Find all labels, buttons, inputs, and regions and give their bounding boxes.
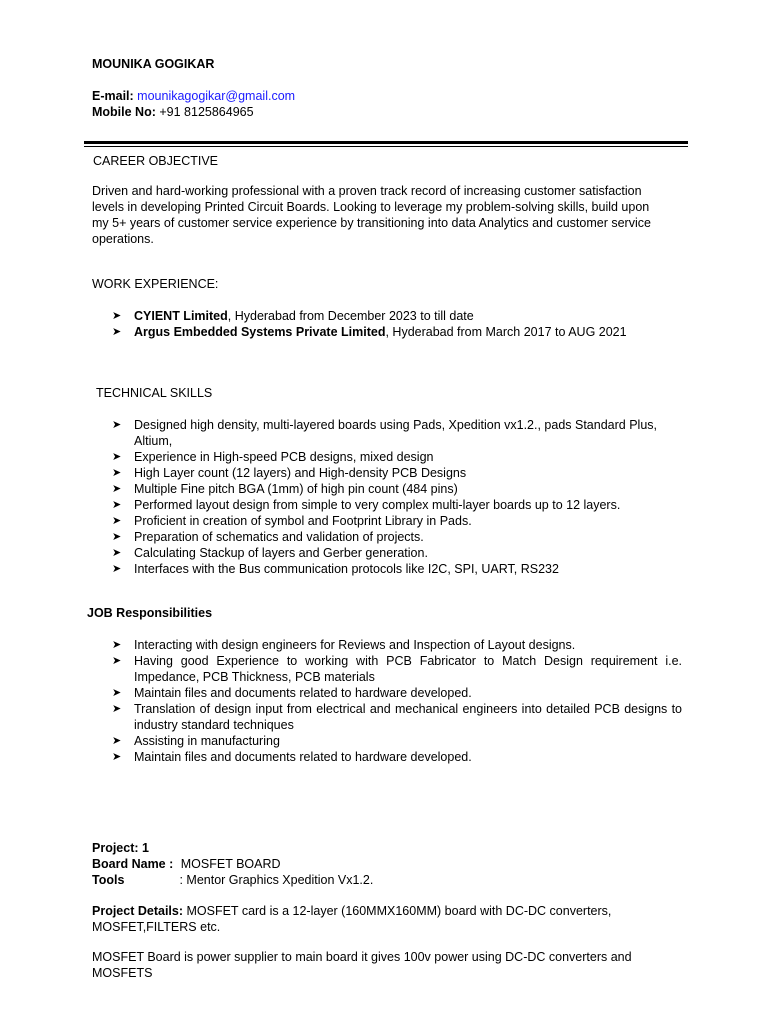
responsibility-text: Assisting in manufacturing xyxy=(134,734,280,748)
email-line xyxy=(92,88,295,104)
job-responsibilities-heading: JOB Responsibilities xyxy=(87,606,213,620)
skill-text: Proficient in creation of symbol and Footprint Library in Pads. xyxy=(134,514,472,528)
project-description-line1: MOSFET Board is power supplier to main board it gives 100v power using DC-DC converters and xyxy=(92,950,632,964)
divider-thin xyxy=(84,146,688,147)
list-item xyxy=(112,481,682,497)
responsibility-text: Maintain files and documents related to hardware developed. xyxy=(134,686,472,700)
arrow-bullet-icon: ➤ xyxy=(112,310,122,322)
arrow-bullet-icon: ➤ xyxy=(112,515,122,527)
project-title xyxy=(92,840,149,856)
email-label: E-mail: xyxy=(92,89,134,103)
career-line: my 5+ years of customer service experience by transitioning into data Analytics and customer service xyxy=(92,216,651,230)
arrow-bullet-icon: ➤ xyxy=(112,499,122,511)
project-details-label: Project Details: xyxy=(92,904,184,918)
board-name-line xyxy=(92,856,281,872)
work-experience-heading: WORK EXPERIENCE: xyxy=(92,277,219,291)
company-name: Argus Embedded Systems Private Limited xyxy=(134,325,386,339)
project-title-text: Project: 1 xyxy=(92,841,149,855)
responsibility-text: Maintain files and documents related to hardware developed. xyxy=(134,750,472,764)
list-item xyxy=(112,545,682,561)
tools-label: Tools xyxy=(92,873,125,887)
list-item xyxy=(112,529,682,545)
project-details-line2: MOSFET,FILTERS etc. xyxy=(92,920,221,934)
arrow-bullet-icon: ➤ xyxy=(112,419,122,431)
skill-text: Interfaces with the Bus communication protocols like I2C, SPI, UART, RS232 xyxy=(134,562,559,576)
skill-text: Calculating Stackup of layers and Gerber generation. xyxy=(134,546,428,560)
tools-value: : Mentor Graphics Xpedition Vx1.2. xyxy=(179,873,374,887)
arrow-bullet-icon: ➤ xyxy=(112,735,122,747)
arrow-bullet-icon: ➤ xyxy=(112,326,122,338)
arrow-bullet-icon: ➤ xyxy=(112,655,122,667)
responsibility-text: Interacting with design engineers for Reviews and Inspection of Layout designs. xyxy=(134,638,576,652)
list-item xyxy=(112,417,682,449)
email-link[interactable]: mounikagogikar@gmail.com xyxy=(137,89,296,103)
career-objective-heading: CAREER OBJECTIVE xyxy=(93,154,219,168)
list-item xyxy=(112,513,682,529)
arrow-bullet-icon: ➤ xyxy=(112,687,122,699)
career-line: levels in developing Printed Circuit Boards. Looking to leverage my problem-solving skills, build upon xyxy=(92,200,650,214)
list-item xyxy=(112,637,682,653)
list-item xyxy=(112,749,682,765)
technical-skills-list xyxy=(112,417,682,577)
company-detail: , Hyderabad from December 2023 to till date xyxy=(227,309,474,323)
arrow-bullet-icon: ➤ xyxy=(112,563,122,575)
career-line: Driven and hard-working professional with a proven track record of increasing customer satisfaction xyxy=(92,184,642,198)
mobile-line xyxy=(92,104,254,120)
mobile-value: +91 8125864965 xyxy=(159,105,254,119)
list-item xyxy=(112,324,682,340)
list-item xyxy=(112,497,682,513)
list-item xyxy=(112,733,682,749)
arrow-bullet-icon: ➤ xyxy=(112,451,122,463)
career-line: operations. xyxy=(92,232,154,246)
arrow-bullet-icon: ➤ xyxy=(112,639,122,651)
responsibility-text: Having good Experience to working with PCB Fabricator to Match Design requirement i.e. Impedance, PCB Thickness, PCB materials xyxy=(134,654,682,684)
arrow-bullet-icon: ➤ xyxy=(112,483,122,495)
skill-text: Multiple Fine pitch BGA (1mm) of high pin count (484 pins) xyxy=(134,482,458,496)
skill-text: High Layer count (12 layers) and High-density PCB Designs xyxy=(134,466,467,480)
skill-text: Performed layout design from simple to very complex multi-layer boards up to 12 layers. xyxy=(134,498,621,512)
divider-thick xyxy=(84,141,688,144)
project-details-line xyxy=(92,903,611,919)
candidate-name: MOUNIKA GOGIKAR xyxy=(92,57,215,71)
career-objective-text xyxy=(92,183,692,247)
company-detail: , Hyderabad from March 2017 to AUG 2021 xyxy=(385,325,627,339)
list-item xyxy=(112,465,682,481)
arrow-bullet-icon: ➤ xyxy=(112,547,122,559)
list-item xyxy=(112,653,682,685)
arrow-bullet-icon: ➤ xyxy=(112,467,122,479)
skill-text: Designed high density, multi-layered boards using Pads, Xpedition vx1.2., pads Standard Plus, Altium, xyxy=(134,418,657,448)
skill-text: Preparation of schematics and validation of projects. xyxy=(134,530,424,544)
arrow-bullet-icon: ➤ xyxy=(112,531,122,543)
board-name-label: Board Name : xyxy=(92,857,174,871)
board-name-value: MOSFET BOARD xyxy=(180,857,281,871)
skill-text: Experience in High-speed PCB designs, mixed design xyxy=(134,450,434,464)
project-description-line2: MOSFETS xyxy=(92,966,153,980)
arrow-bullet-icon: ➤ xyxy=(112,751,122,763)
list-item xyxy=(112,561,682,577)
list-item xyxy=(112,308,682,324)
job-responsibilities-list xyxy=(112,637,682,765)
arrow-bullet-icon: ➤ xyxy=(112,703,122,715)
work-experience-list xyxy=(112,308,682,340)
technical-skills-heading: TECHNICAL SKILLS xyxy=(96,386,213,400)
list-item xyxy=(112,701,682,733)
tools-line xyxy=(92,872,373,888)
mobile-label: Mobile No: xyxy=(92,105,156,119)
project-details-text: MOSFET card is a 12-layer (160MMX160MM) board with DC-DC converters, xyxy=(183,904,612,918)
company-name: CYIENT Limited xyxy=(134,309,228,323)
list-item xyxy=(112,449,682,465)
list-item xyxy=(112,685,682,701)
responsibility-text: Translation of design input from electrical and mechanical engineers into detailed PCB designs to industry standard techniques xyxy=(134,702,682,732)
